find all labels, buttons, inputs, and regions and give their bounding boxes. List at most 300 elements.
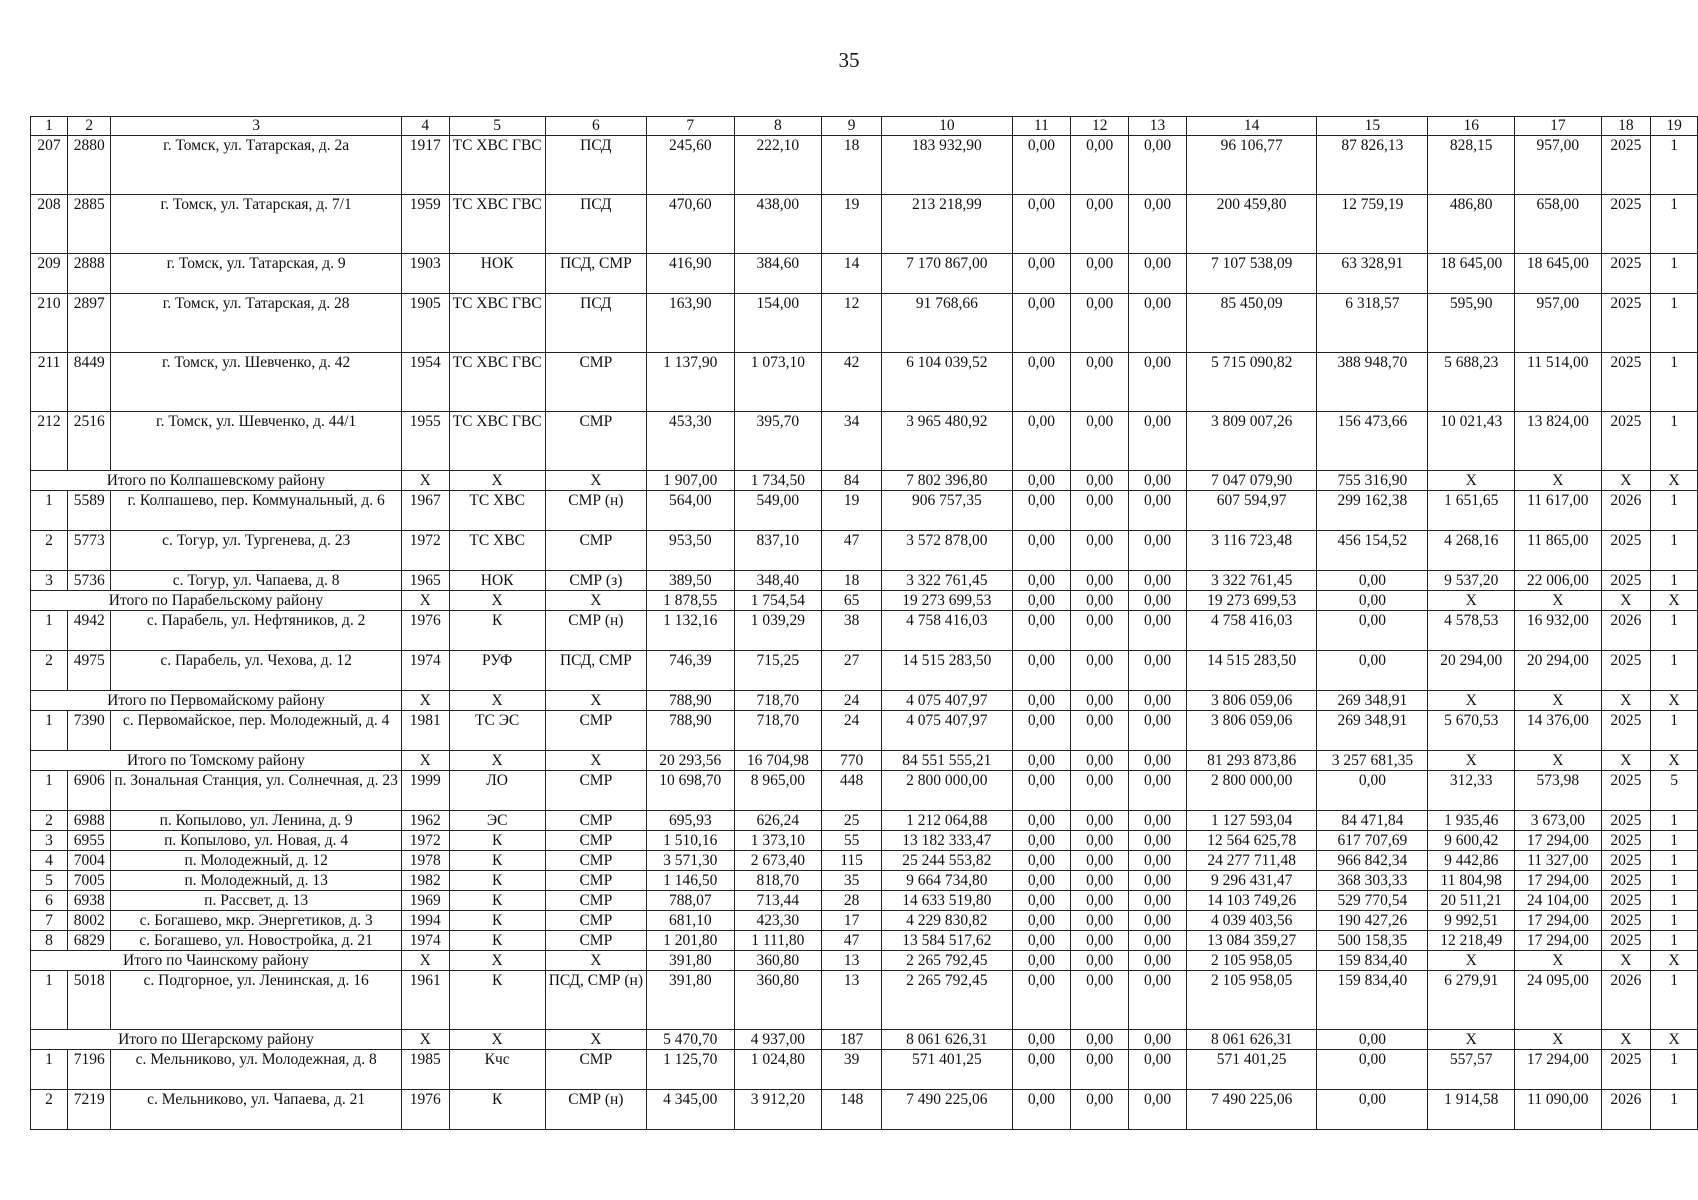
table-cell: 1 935,46 bbox=[1428, 811, 1515, 831]
table-cell: 4 578,53 bbox=[1428, 611, 1515, 651]
table-cell: 1976 bbox=[401, 611, 449, 651]
table-cell: СМР (н) bbox=[545, 611, 646, 651]
table-cell: 12 bbox=[822, 294, 882, 353]
table-cell: 6 104 039,52 bbox=[882, 353, 1012, 412]
table-row bbox=[31, 1050, 1698, 1090]
table-cell: 2025 bbox=[1601, 891, 1650, 911]
table-cell: 0,00 bbox=[1012, 711, 1071, 751]
table-cell: 24 277 711,48 bbox=[1186, 851, 1316, 871]
table-row bbox=[31, 294, 1698, 353]
table-cell: 3 809 007,26 bbox=[1186, 412, 1316, 471]
column-number: 18 bbox=[1601, 117, 1650, 136]
table-cell: 2025 bbox=[1601, 294, 1650, 353]
total-cell: Х bbox=[1601, 1030, 1650, 1050]
total-cell: 391,80 bbox=[647, 951, 735, 971]
table-cell: 2025 bbox=[1601, 571, 1650, 591]
table-cell: 17 294,00 bbox=[1515, 831, 1602, 851]
table-cell: 7219 bbox=[68, 1090, 111, 1130]
table-cell: 0,00 bbox=[1129, 831, 1187, 851]
table-cell: 1 bbox=[1651, 491, 1698, 531]
table-cell: 13 084 359,27 bbox=[1186, 931, 1316, 951]
table-cell: 1 073,10 bbox=[734, 353, 822, 412]
total-cell: Х bbox=[1651, 751, 1698, 771]
district-total-label: Итого по Томскому району bbox=[31, 751, 402, 771]
table-cell: 1917 bbox=[401, 136, 449, 195]
table-cell: 713,44 bbox=[734, 891, 822, 911]
table-cell: 5 715 090,82 bbox=[1186, 353, 1316, 412]
table-cell: 2025 bbox=[1601, 254, 1650, 294]
table-cell: 2026 bbox=[1601, 1090, 1650, 1130]
table-cell: 1 bbox=[1651, 1090, 1698, 1130]
table-cell: 6829 bbox=[68, 931, 111, 951]
table-cell: К bbox=[449, 891, 545, 911]
table-cell: 0,00 bbox=[1317, 571, 1428, 591]
table-cell: 1 bbox=[1651, 195, 1698, 254]
total-cell: 770 bbox=[822, 751, 882, 771]
address-cell: г. Колпашево, пер. Коммунальный, д. 6 bbox=[111, 491, 402, 531]
table-cell: 5589 bbox=[68, 491, 111, 531]
table-cell: 6906 bbox=[68, 771, 111, 811]
table-cell: 7 bbox=[31, 911, 68, 931]
table-cell: 17 294,00 bbox=[1515, 871, 1602, 891]
table-cell: 0,00 bbox=[1071, 911, 1129, 931]
table-cell: ТС ХВС ГВС bbox=[449, 353, 545, 412]
total-cell: 19 273 699,53 bbox=[882, 591, 1012, 611]
table-cell: 0,00 bbox=[1071, 254, 1129, 294]
table-cell: 5 bbox=[1651, 771, 1698, 811]
table-cell: 2880 bbox=[68, 136, 111, 195]
table-cell: 7 490 225,06 bbox=[1186, 1090, 1316, 1130]
total-cell: 81 293 873,86 bbox=[1186, 751, 1316, 771]
table-cell: 4 758 416,03 bbox=[882, 611, 1012, 651]
table-cell: 348,40 bbox=[734, 571, 822, 591]
total-cell: 0,00 bbox=[1012, 591, 1071, 611]
table-cell: 0,00 bbox=[1129, 195, 1187, 254]
table-cell: 269 348,91 bbox=[1317, 711, 1428, 751]
table-cell: 423,30 bbox=[734, 911, 822, 931]
table-cell: 4 075 407,97 bbox=[882, 711, 1012, 751]
table-cell: 1 039,29 bbox=[734, 611, 822, 651]
table-cell: 6 bbox=[31, 891, 68, 911]
table-cell: 0,00 bbox=[1129, 353, 1187, 412]
table-cell: К bbox=[449, 611, 545, 651]
table-row bbox=[31, 891, 1698, 911]
total-cell: Х bbox=[1601, 951, 1650, 971]
table-cell: 1 651,65 bbox=[1428, 491, 1515, 531]
address-cell: с. Мельниково, ул. Чапаева, д. 21 bbox=[111, 1090, 402, 1130]
table-cell: 35 bbox=[822, 871, 882, 891]
table-cell: 18 bbox=[822, 136, 882, 195]
table-cell: 24 095,00 bbox=[1515, 971, 1602, 1030]
total-cell: Х bbox=[545, 751, 646, 771]
table-cell: 1 bbox=[31, 711, 68, 751]
table-cell: 0,00 bbox=[1129, 531, 1187, 571]
total-cell: Х bbox=[1601, 591, 1650, 611]
table-cell: 416,90 bbox=[647, 254, 735, 294]
table-cell: 212 bbox=[31, 412, 68, 471]
total-cell: 0,00 bbox=[1071, 591, 1129, 611]
table-cell: 16 932,00 bbox=[1515, 611, 1602, 651]
table-cell: 17 294,00 bbox=[1515, 1050, 1602, 1090]
table-cell: 1954 bbox=[401, 353, 449, 412]
table-cell: 0,00 bbox=[1012, 891, 1071, 911]
table-cell: 20 294,00 bbox=[1515, 651, 1602, 691]
total-cell: Х bbox=[449, 751, 545, 771]
table-cell: 0,00 bbox=[1129, 851, 1187, 871]
table-cell: 1 bbox=[31, 771, 68, 811]
address-cell: с. Парабель, ул. Чехова, д. 12 bbox=[111, 651, 402, 691]
table-cell: 9 664 734,80 bbox=[882, 871, 1012, 891]
table-cell: 0,00 bbox=[1317, 1090, 1428, 1130]
table-row bbox=[31, 136, 1698, 195]
table-cell: 564,00 bbox=[647, 491, 735, 531]
total-cell: 718,70 bbox=[734, 691, 822, 711]
total-cell: 0,00 bbox=[1317, 591, 1428, 611]
table-cell: СМР bbox=[545, 811, 646, 831]
table-cell: 788,07 bbox=[647, 891, 735, 911]
column-number: 19 bbox=[1651, 117, 1698, 136]
table-cell: 695,93 bbox=[647, 811, 735, 831]
table-cell: 19 bbox=[822, 491, 882, 531]
address-cell: п. Молодежный, д. 13 bbox=[111, 871, 402, 891]
table-cell: 5 670,53 bbox=[1428, 711, 1515, 751]
table-cell: 1 137,90 bbox=[647, 353, 735, 412]
table-cell: 0,00 bbox=[1129, 136, 1187, 195]
address-cell: с. Парабель, ул. Нефтяников, д. 2 bbox=[111, 611, 402, 651]
table-cell: К bbox=[449, 871, 545, 891]
table-cell: 2025 bbox=[1601, 353, 1650, 412]
table-cell: 0,00 bbox=[1012, 931, 1071, 951]
table-cell: 681,10 bbox=[647, 911, 735, 931]
table-cell: РУФ bbox=[449, 651, 545, 691]
address-cell: с. Тогур, ул. Чапаева, д. 8 bbox=[111, 571, 402, 591]
table-cell: 5018 bbox=[68, 971, 111, 1030]
table-cell: 299 162,38 bbox=[1317, 491, 1428, 531]
table-cell: 0,00 bbox=[1012, 491, 1071, 531]
table-cell: 0,00 bbox=[1012, 531, 1071, 571]
total-cell: 13 bbox=[822, 951, 882, 971]
total-cell: 84 551 555,21 bbox=[882, 751, 1012, 771]
total-cell: 0,00 bbox=[1129, 471, 1187, 491]
column-number: 14 bbox=[1186, 117, 1316, 136]
table-cell: 388 948,70 bbox=[1317, 353, 1428, 412]
column-number: 1 bbox=[31, 117, 68, 136]
table-row bbox=[31, 911, 1698, 931]
address-cell: с. Первомайское, пер. Молодежный, д. 4 bbox=[111, 711, 402, 751]
table-cell: 0,00 bbox=[1129, 811, 1187, 831]
table-cell: 19 bbox=[822, 195, 882, 254]
table-cell: 2888 bbox=[68, 254, 111, 294]
total-cell: Х bbox=[1601, 751, 1650, 771]
table-cell: 0,00 bbox=[1012, 571, 1071, 591]
table-cell: 87 826,13 bbox=[1317, 136, 1428, 195]
table-cell: 0,00 bbox=[1129, 412, 1187, 471]
table-cell: 1 510,16 bbox=[647, 831, 735, 851]
table-cell: 0,00 bbox=[1071, 811, 1129, 831]
table-cell: 0,00 bbox=[1129, 771, 1187, 811]
table-cell: К bbox=[449, 911, 545, 931]
table-cell: 0,00 bbox=[1071, 891, 1129, 911]
district-total-row bbox=[31, 691, 1698, 711]
table-cell: 837,10 bbox=[734, 531, 822, 571]
table-cell: 11 327,00 bbox=[1515, 851, 1602, 871]
table-cell: 3 322 761,45 bbox=[882, 571, 1012, 591]
table-cell: 0,00 bbox=[1071, 831, 1129, 851]
table-cell: 1 bbox=[1651, 294, 1698, 353]
table-cell: 14 515 283,50 bbox=[1186, 651, 1316, 691]
table-cell: 1 bbox=[1651, 353, 1698, 412]
table-cell: 18 bbox=[822, 571, 882, 591]
table-cell: 85 450,09 bbox=[1186, 294, 1316, 353]
table-cell: ТС ХВС bbox=[449, 491, 545, 531]
table-cell: 3 965 480,92 bbox=[882, 412, 1012, 471]
table-cell: 453,30 bbox=[647, 412, 735, 471]
table-cell: 2025 bbox=[1601, 911, 1650, 931]
table-cell: 2897 bbox=[68, 294, 111, 353]
table-cell: 1 bbox=[1651, 136, 1698, 195]
total-cell: Х bbox=[1428, 951, 1515, 971]
table-cell: 0,00 bbox=[1012, 136, 1071, 195]
table-cell: 1985 bbox=[401, 1050, 449, 1090]
table-cell: 9 992,51 bbox=[1428, 911, 1515, 931]
table-cell: 6 318,57 bbox=[1317, 294, 1428, 353]
table-cell: 1 bbox=[1651, 254, 1698, 294]
table-cell: 1 bbox=[1651, 831, 1698, 851]
total-cell: 3 257 681,35 bbox=[1317, 751, 1428, 771]
table-cell: 0,00 bbox=[1012, 811, 1071, 831]
table-cell: 0,00 bbox=[1071, 1090, 1129, 1130]
table-cell: 1 bbox=[1651, 851, 1698, 871]
table-cell: 1 bbox=[1651, 412, 1698, 471]
total-cell: 7 802 396,80 bbox=[882, 471, 1012, 491]
table-cell: 96 106,77 bbox=[1186, 136, 1316, 195]
table-cell: 818,70 bbox=[734, 871, 822, 891]
table-cell: 3 322 761,45 bbox=[1186, 571, 1316, 591]
table-cell: 12 218,49 bbox=[1428, 931, 1515, 951]
table-cell: 17 bbox=[822, 911, 882, 931]
address-cell: г. Томск, ул. Шевченко, д. 44/1 bbox=[111, 412, 402, 471]
table-cell: 1955 bbox=[401, 412, 449, 471]
table-cell: СМР (н) bbox=[545, 491, 646, 531]
table-cell: 2025 bbox=[1601, 195, 1650, 254]
district-total-label: Итого по Колпашевскому району bbox=[31, 471, 402, 491]
table-cell: 0,00 bbox=[1071, 851, 1129, 871]
total-cell: Х bbox=[1651, 951, 1698, 971]
table-cell: 42 bbox=[822, 353, 882, 412]
total-cell: 0,00 bbox=[1012, 751, 1071, 771]
address-cell: п. Рассвет, д. 13 bbox=[111, 891, 402, 911]
table-cell: 4 039 403,56 bbox=[1186, 911, 1316, 931]
address-cell: с. Богашево, мкр. Энергетиков, д. 3 bbox=[111, 911, 402, 931]
table-cell: 746,39 bbox=[647, 651, 735, 691]
table-cell: НОК bbox=[449, 254, 545, 294]
table-cell: ПСД bbox=[545, 294, 646, 353]
table-cell: 2025 bbox=[1601, 531, 1650, 571]
total-cell: 4 075 407,97 bbox=[882, 691, 1012, 711]
address-cell: г. Томск, ул. Татарская, д. 7/1 bbox=[111, 195, 402, 254]
total-cell: Х bbox=[449, 951, 545, 971]
total-cell: Х bbox=[449, 471, 545, 491]
address-cell: п. Копылово, ул. Ленина, д. 9 bbox=[111, 811, 402, 831]
total-cell: Х bbox=[1515, 951, 1602, 971]
table-cell: 0,00 bbox=[1071, 651, 1129, 691]
table-cell: 55 bbox=[822, 831, 882, 851]
table-cell: 1 bbox=[1651, 871, 1698, 891]
table-cell: 2025 bbox=[1601, 136, 1650, 195]
table-cell: 1 bbox=[1651, 571, 1698, 591]
total-cell: 0,00 bbox=[1129, 591, 1187, 611]
total-cell: 0,00 bbox=[1071, 691, 1129, 711]
table-cell: 2885 bbox=[68, 195, 111, 254]
table-cell: 7 107 538,09 bbox=[1186, 254, 1316, 294]
table-cell: 11 804,98 bbox=[1428, 871, 1515, 891]
table-cell: 1961 bbox=[401, 971, 449, 1030]
table-cell: 1967 bbox=[401, 491, 449, 531]
table-cell: 211 bbox=[31, 353, 68, 412]
table-cell: 312,33 bbox=[1428, 771, 1515, 811]
table-cell: 470,60 bbox=[647, 195, 735, 254]
page-number: 35 bbox=[838, 48, 860, 72]
total-cell: 0,00 bbox=[1012, 1030, 1071, 1050]
total-cell: Х bbox=[401, 591, 449, 611]
table-cell: 2025 bbox=[1601, 811, 1650, 831]
table-cell: 718,70 bbox=[734, 711, 822, 751]
table-cell: 5 bbox=[31, 871, 68, 891]
table-cell: 5 688,23 bbox=[1428, 353, 1515, 412]
table-cell: 210 bbox=[31, 294, 68, 353]
table-cell: 966 842,34 bbox=[1317, 851, 1428, 871]
table-cell: 438,00 bbox=[734, 195, 822, 254]
district-total-row bbox=[31, 591, 1698, 611]
total-cell: 269 348,91 bbox=[1317, 691, 1428, 711]
table-cell: 1 132,16 bbox=[647, 611, 735, 651]
address-cell: п. Копылово, ул. Новая, д. 4 bbox=[111, 831, 402, 851]
table-cell: 2025 bbox=[1601, 651, 1650, 691]
total-cell: Х bbox=[1428, 471, 1515, 491]
total-cell: 0,00 bbox=[1071, 471, 1129, 491]
table-cell: 456 154,52 bbox=[1317, 531, 1428, 571]
total-cell: Х bbox=[1515, 591, 1602, 611]
table-cell: 0,00 bbox=[1317, 1050, 1428, 1090]
table-cell: 2025 bbox=[1601, 412, 1650, 471]
total-cell: Х bbox=[545, 1030, 646, 1050]
table-cell: 1 914,58 bbox=[1428, 1090, 1515, 1130]
total-cell: 16 704,98 bbox=[734, 751, 822, 771]
total-cell: Х bbox=[449, 691, 545, 711]
table-cell: 24 104,00 bbox=[1515, 891, 1602, 911]
table-cell: 2026 bbox=[1601, 611, 1650, 651]
table-cell: 2 800 000,00 bbox=[882, 771, 1012, 811]
table-cell: 0,00 bbox=[1071, 571, 1129, 591]
table-cell: 1981 bbox=[401, 711, 449, 751]
total-cell: 788,90 bbox=[647, 691, 735, 711]
total-cell: 187 bbox=[822, 1030, 882, 1050]
table-row bbox=[31, 831, 1698, 851]
table-cell: 1999 bbox=[401, 771, 449, 811]
table-cell: ТС ХВС bbox=[449, 531, 545, 571]
table-cell: 207 bbox=[31, 136, 68, 195]
total-cell: 24 bbox=[822, 691, 882, 711]
table-cell: 573,98 bbox=[1515, 771, 1602, 811]
table-cell: 8 bbox=[31, 931, 68, 951]
total-cell: 2 105 958,05 bbox=[1186, 951, 1316, 971]
table-cell: 190 427,26 bbox=[1317, 911, 1428, 931]
table-cell: СМР bbox=[545, 931, 646, 951]
table-cell: 6988 bbox=[68, 811, 111, 831]
table-cell: 1994 bbox=[401, 911, 449, 931]
table-cell: 1 111,80 bbox=[734, 931, 822, 951]
table-cell: 0,00 bbox=[1071, 1050, 1129, 1090]
column-number: 13 bbox=[1129, 117, 1187, 136]
total-cell: Х bbox=[449, 1030, 545, 1050]
district-total-row bbox=[31, 471, 1698, 491]
table-cell: ТС ХВС ГВС bbox=[449, 412, 545, 471]
table-cell: 0,00 bbox=[1129, 931, 1187, 951]
total-cell: 1 754,54 bbox=[734, 591, 822, 611]
table-cell: СМР bbox=[545, 711, 646, 751]
table-cell: 1972 bbox=[401, 531, 449, 571]
table-cell: 0,00 bbox=[1071, 931, 1129, 951]
table-cell: 0,00 bbox=[1129, 651, 1187, 691]
table-cell: 0,00 bbox=[1129, 891, 1187, 911]
column-number: 11 bbox=[1012, 117, 1071, 136]
table-cell: 14 103 749,26 bbox=[1186, 891, 1316, 911]
table-cell: 0,00 bbox=[1012, 851, 1071, 871]
table-cell: 368 303,33 bbox=[1317, 871, 1428, 891]
table-cell: 0,00 bbox=[1012, 353, 1071, 412]
table-cell: 448 bbox=[822, 771, 882, 811]
table-cell: 25 244 553,82 bbox=[882, 851, 1012, 871]
table-cell: 84 471,84 bbox=[1317, 811, 1428, 831]
table-cell: 3 116 723,48 bbox=[1186, 531, 1316, 571]
total-cell: Х bbox=[1428, 691, 1515, 711]
table-cell: 1 bbox=[1651, 531, 1698, 571]
table-cell: 0,00 bbox=[1129, 911, 1187, 931]
address-cell: п. Зональная Станция, ул. Солнечная, д. 23 bbox=[111, 771, 402, 811]
table-cell: 1 212 064,88 bbox=[882, 811, 1012, 831]
total-cell: 84 bbox=[822, 471, 882, 491]
table-cell: 2 800 000,00 bbox=[1186, 771, 1316, 811]
table-cell: 529 770,54 bbox=[1317, 891, 1428, 911]
table-row bbox=[31, 254, 1698, 294]
table-cell: 9 296 431,47 bbox=[1186, 871, 1316, 891]
district-total-row bbox=[31, 751, 1698, 771]
column-number: 16 bbox=[1428, 117, 1515, 136]
table-cell: 1 bbox=[1651, 1050, 1698, 1090]
table-cell: 13 bbox=[822, 971, 882, 1030]
table-row bbox=[31, 611, 1698, 651]
table-cell: 2 bbox=[31, 651, 68, 691]
total-cell: Х bbox=[401, 751, 449, 771]
total-cell: 2 265 792,45 bbox=[882, 951, 1012, 971]
table-cell: 1976 bbox=[401, 1090, 449, 1130]
table-cell: 571 401,25 bbox=[1186, 1050, 1316, 1090]
total-cell: Х bbox=[401, 471, 449, 491]
table-cell: 1 bbox=[31, 971, 68, 1030]
column-number-row bbox=[31, 117, 1698, 136]
table-row bbox=[31, 931, 1698, 951]
table-cell: 18 645,00 bbox=[1428, 254, 1515, 294]
table-row bbox=[31, 571, 1698, 591]
table-cell: 7004 bbox=[68, 851, 111, 871]
total-cell: Х bbox=[1515, 751, 1602, 771]
table-cell: 4 229 830,82 bbox=[882, 911, 1012, 931]
table-cell: СМР (з) bbox=[545, 571, 646, 591]
table-cell: 0,00 bbox=[1012, 651, 1071, 691]
table-cell: 1 024,80 bbox=[734, 1050, 822, 1090]
table-cell: 2026 bbox=[1601, 491, 1650, 531]
total-cell: Х bbox=[1601, 471, 1650, 491]
